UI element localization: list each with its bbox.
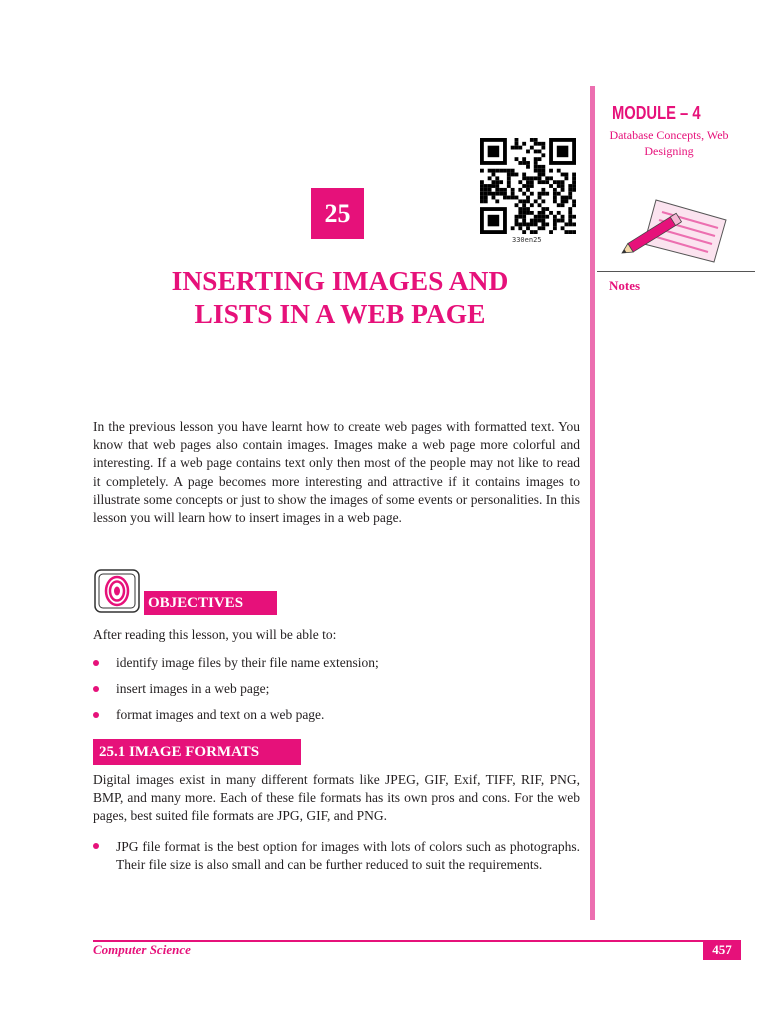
module-title: MODULE – 4: [612, 103, 701, 123]
objectives-list: [93, 654, 580, 732]
qr-code-icon: [480, 138, 576, 234]
list-item: insert images in a web page;: [93, 680, 580, 706]
chapter-number: 25: [311, 188, 364, 239]
list-item: identify image files by their file name extension;: [93, 654, 580, 680]
notepad-pencil-icon: [618, 198, 728, 264]
bullet-icon: [93, 686, 99, 692]
objectives-lead: After reading this lesson, you will be able to:: [93, 627, 337, 642]
section-bullet-text: JPG file format is the best option for images with lots of colors such as photographs. Their file size is also small and can be further reduced to suit the requirements.: [116, 839, 580, 873]
margin-vertical-rule: [590, 86, 595, 920]
section-paragraph: Digital images exist in many different formats like JPEG, GIF, Exif, TIFF, RIF, PNG, BMP, and many more. Each of these file formats has its own pros and cons. For the web pages, best suited file formats are JPG, GIF, and PNG.: [93, 772, 580, 824]
bullet-icon: [93, 712, 99, 718]
qr-code-caption: 330en25: [512, 236, 542, 244]
intro-paragraph: In the previous lesson you have learnt how to create web pages with formatted text. You know that web pages also contain images. Images make a web page more colorful and interesting. If a web page contains text only then most of the people may not like to read it completely. A page becomes more interesting and attractive if it contains images to illustrate some concepts or just to show the images of some events or personalities. In this lesson you will learn how to insert images in a web page.: [93, 419, 580, 526]
objectives-heading: OBJECTIVES: [144, 591, 277, 615]
target-icon: [93, 568, 141, 614]
list-item: format images and text on a web page.: [93, 706, 580, 732]
module-subtitle: Database Concepts, Web Designing: [609, 128, 729, 158]
chapter-title: INSERTING IMAGES AND LISTS IN A WEB PAGE: [171, 265, 509, 329]
page-number: 457: [703, 940, 741, 960]
bullet-icon: [93, 843, 99, 849]
bullet-icon: [93, 660, 99, 666]
section-bullet: [93, 838, 580, 874]
notes-divider: [597, 271, 755, 272]
notes-label: Notes: [609, 278, 641, 293]
footer-course: Computer Science: [93, 942, 191, 957]
section-heading: 25.1 IMAGE FORMATS: [93, 739, 301, 765]
